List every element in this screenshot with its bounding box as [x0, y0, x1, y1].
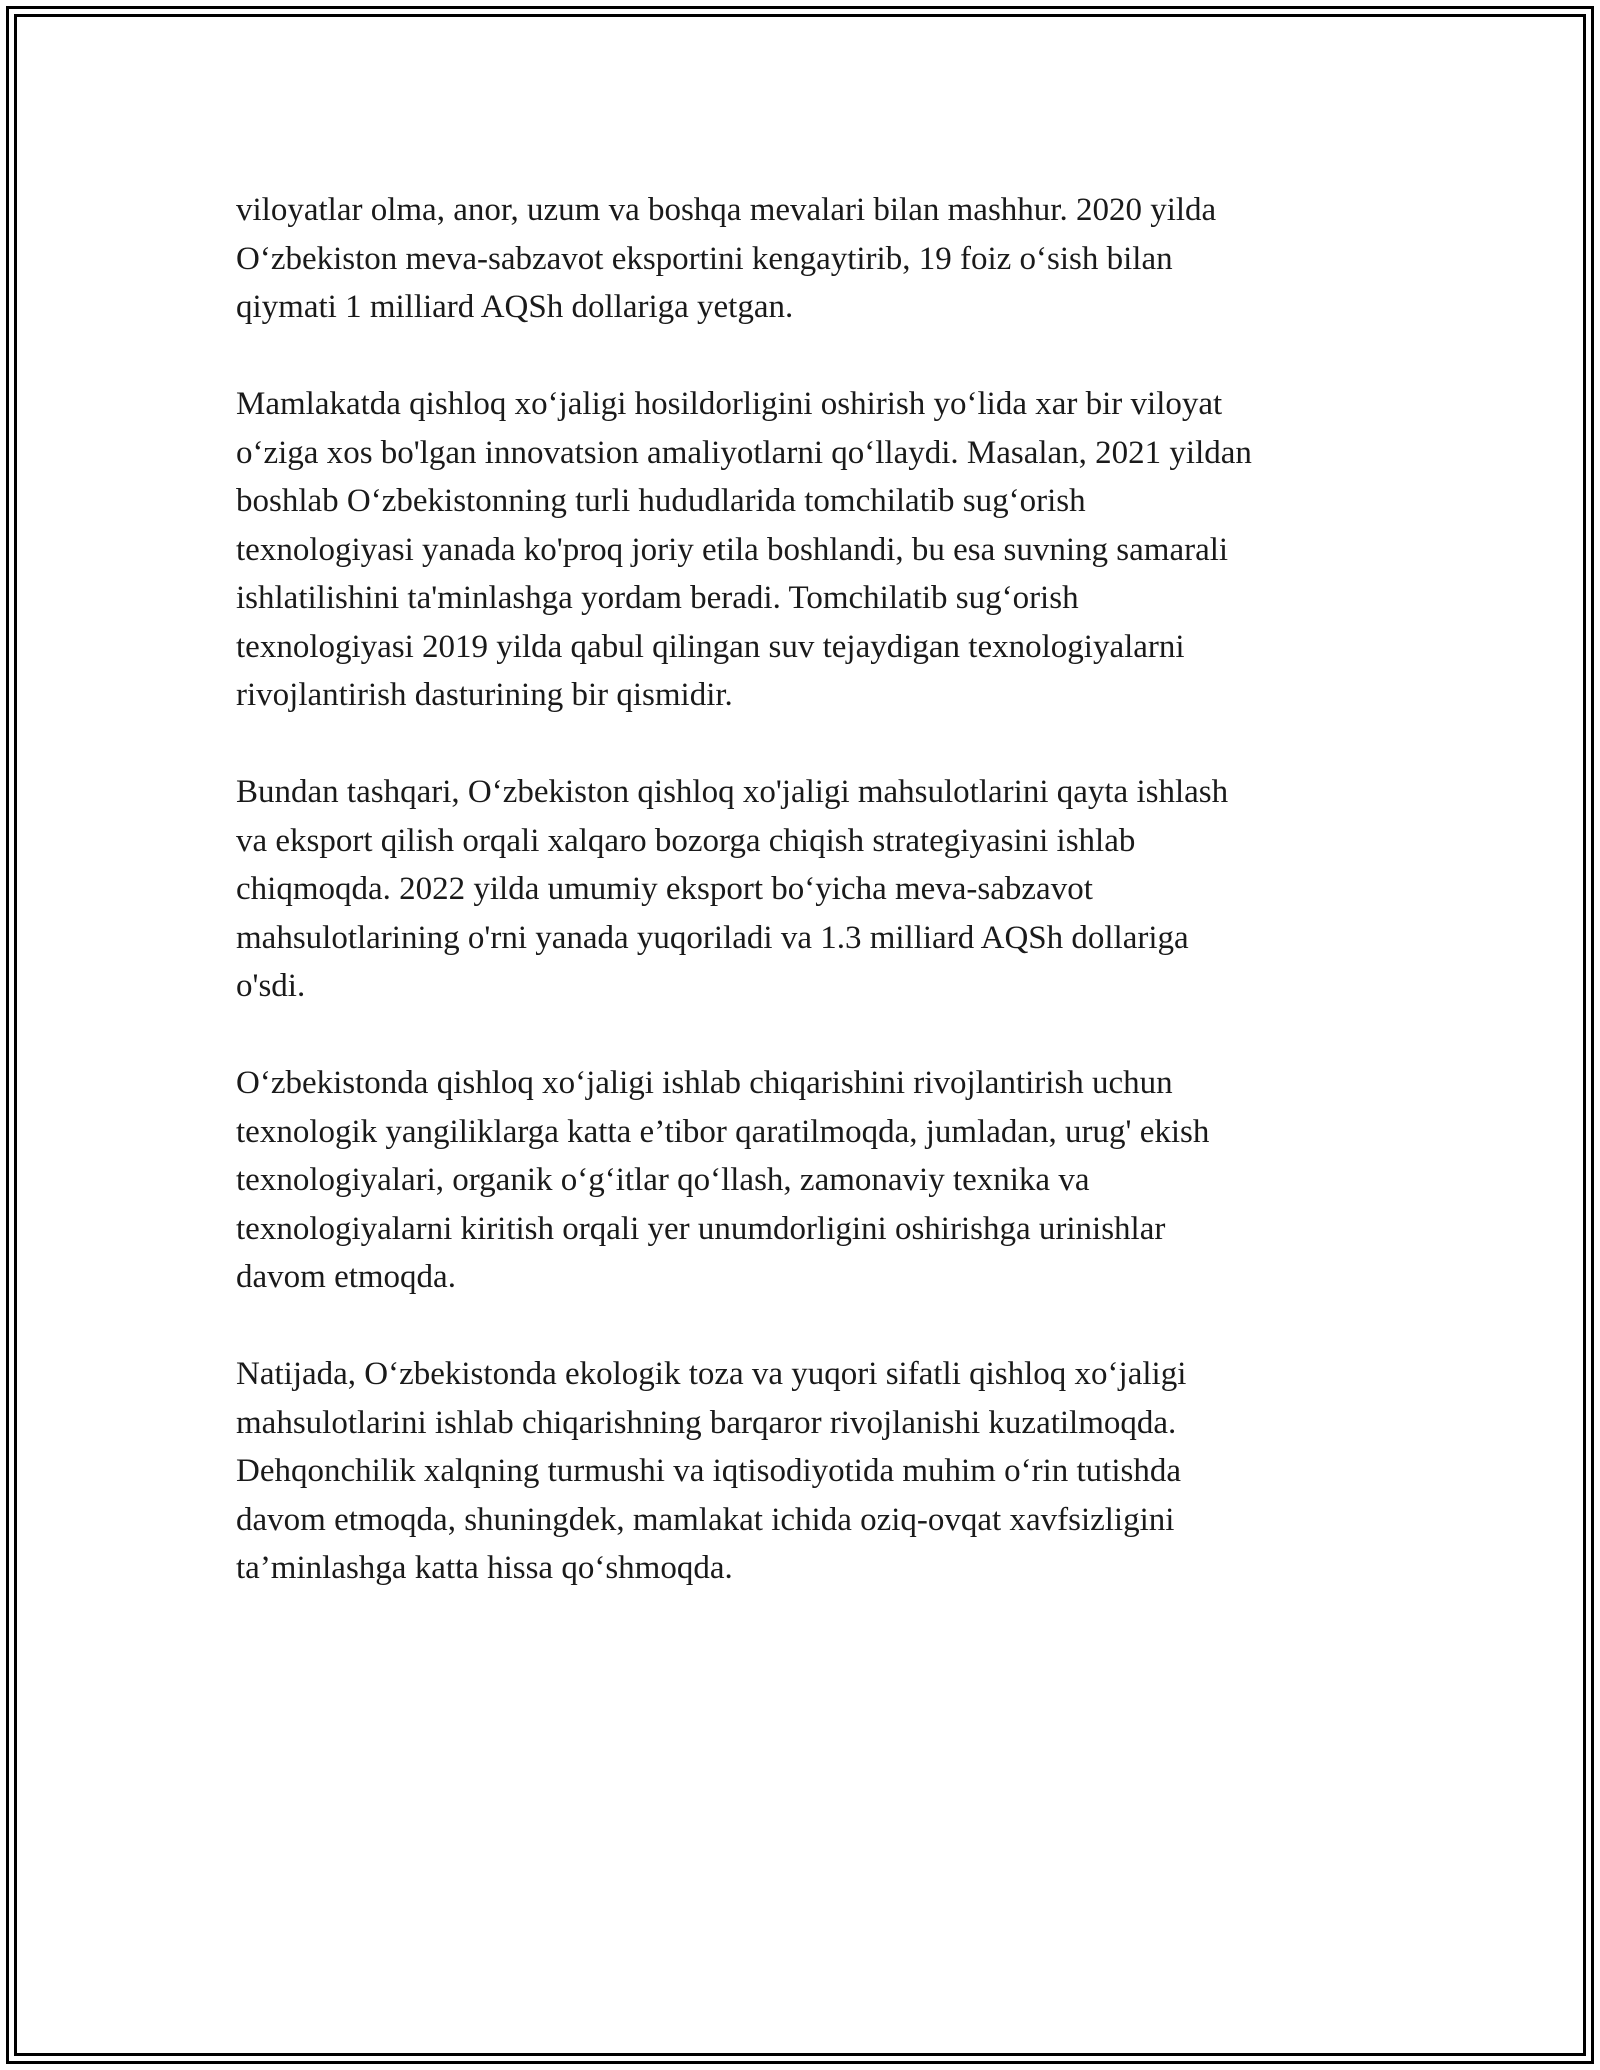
- paragraph-conclusion: Natijada, O‘zbekistonda ekologik toza va yuqori sifatli qishloq xo‘jaligi mahsulotlarini ishlab chiqarishning barqaror rivojlanishi kuzatilmoqda. Dehqonchilik xalqning turmushi va iqtisodiyotida muhim o‘rin tutishda davom etmoqda, shuningdek, mamlakat ichida oziq-ovqat xavfsizligini ta’minlashga katta hissa qo‘shmoqda.: [236, 1356, 1187, 1586]
- paragraph-technology-innovation: O‘zbekistonda qishloq xo‘jaligi ishlab chiqarishini rivojlantirish uchun texnologik yangiliklarga katta e’tibor qaratilmoqda, jumladan, urug' ekish texnologiyalari, organik o‘g‘itlar qo‘llash, zamonaviy texnika va texnologiyalarni kiritish orqali yer unumdorligini oshirishga urinishlar davom etmoqda.: [236, 1065, 1210, 1295]
- paragraph-export-strategy: Bundan tashqari, O‘zbekiston qishloq xo'jaligi mahsulotlarini qayta ishlash va eksport qilish orqali xalqaro bozorga chiqish strategiyasini ishlab chiqmoqda. 2022 yilda umumiy eksport bo‘yicha meva-sabzavot mahsulotlarining o'rni yanada yuqoriladi va 1.3 milliard AQSh dollariga o'sdi.: [236, 774, 1229, 1004]
- paragraph-export-growth: viloyatlar olma, anor, uzum va boshqa mevalari bilan mashhur. 2020 yilda O‘zbekiston meva-sabzavot eksportini kengaytirib, 19 foiz o‘sish bilan qiymati 1 milliard AQSh dollariga yetgan.: [236, 192, 1217, 325]
- document-body: [236, 186, 1386, 1641]
- paragraph-drip-irrigation: Mamlakatda qishloq xo‘jaligi hosildorligini oshirish yo‘lida xar bir viloyat o‘ziga xos bo'lgan innovatsion amaliyotlarni qo‘llaydi. Masalan, 2021 yildan boshlab O‘zbekistonning turli hududlarida tomchilatib sug‘orish texnologiyasi yanada ko'proq joriy etila boshlandi, bu esa suvning samarali ishlatilishini ta'minlashga yordam beradi. Tomchilatib sug‘orish texnologiyasi 2019 yilda qabul qilingan suv tejaydigan texnologiyalarni rivojlantirish dasturining bir qismidir.: [236, 386, 1252, 713]
